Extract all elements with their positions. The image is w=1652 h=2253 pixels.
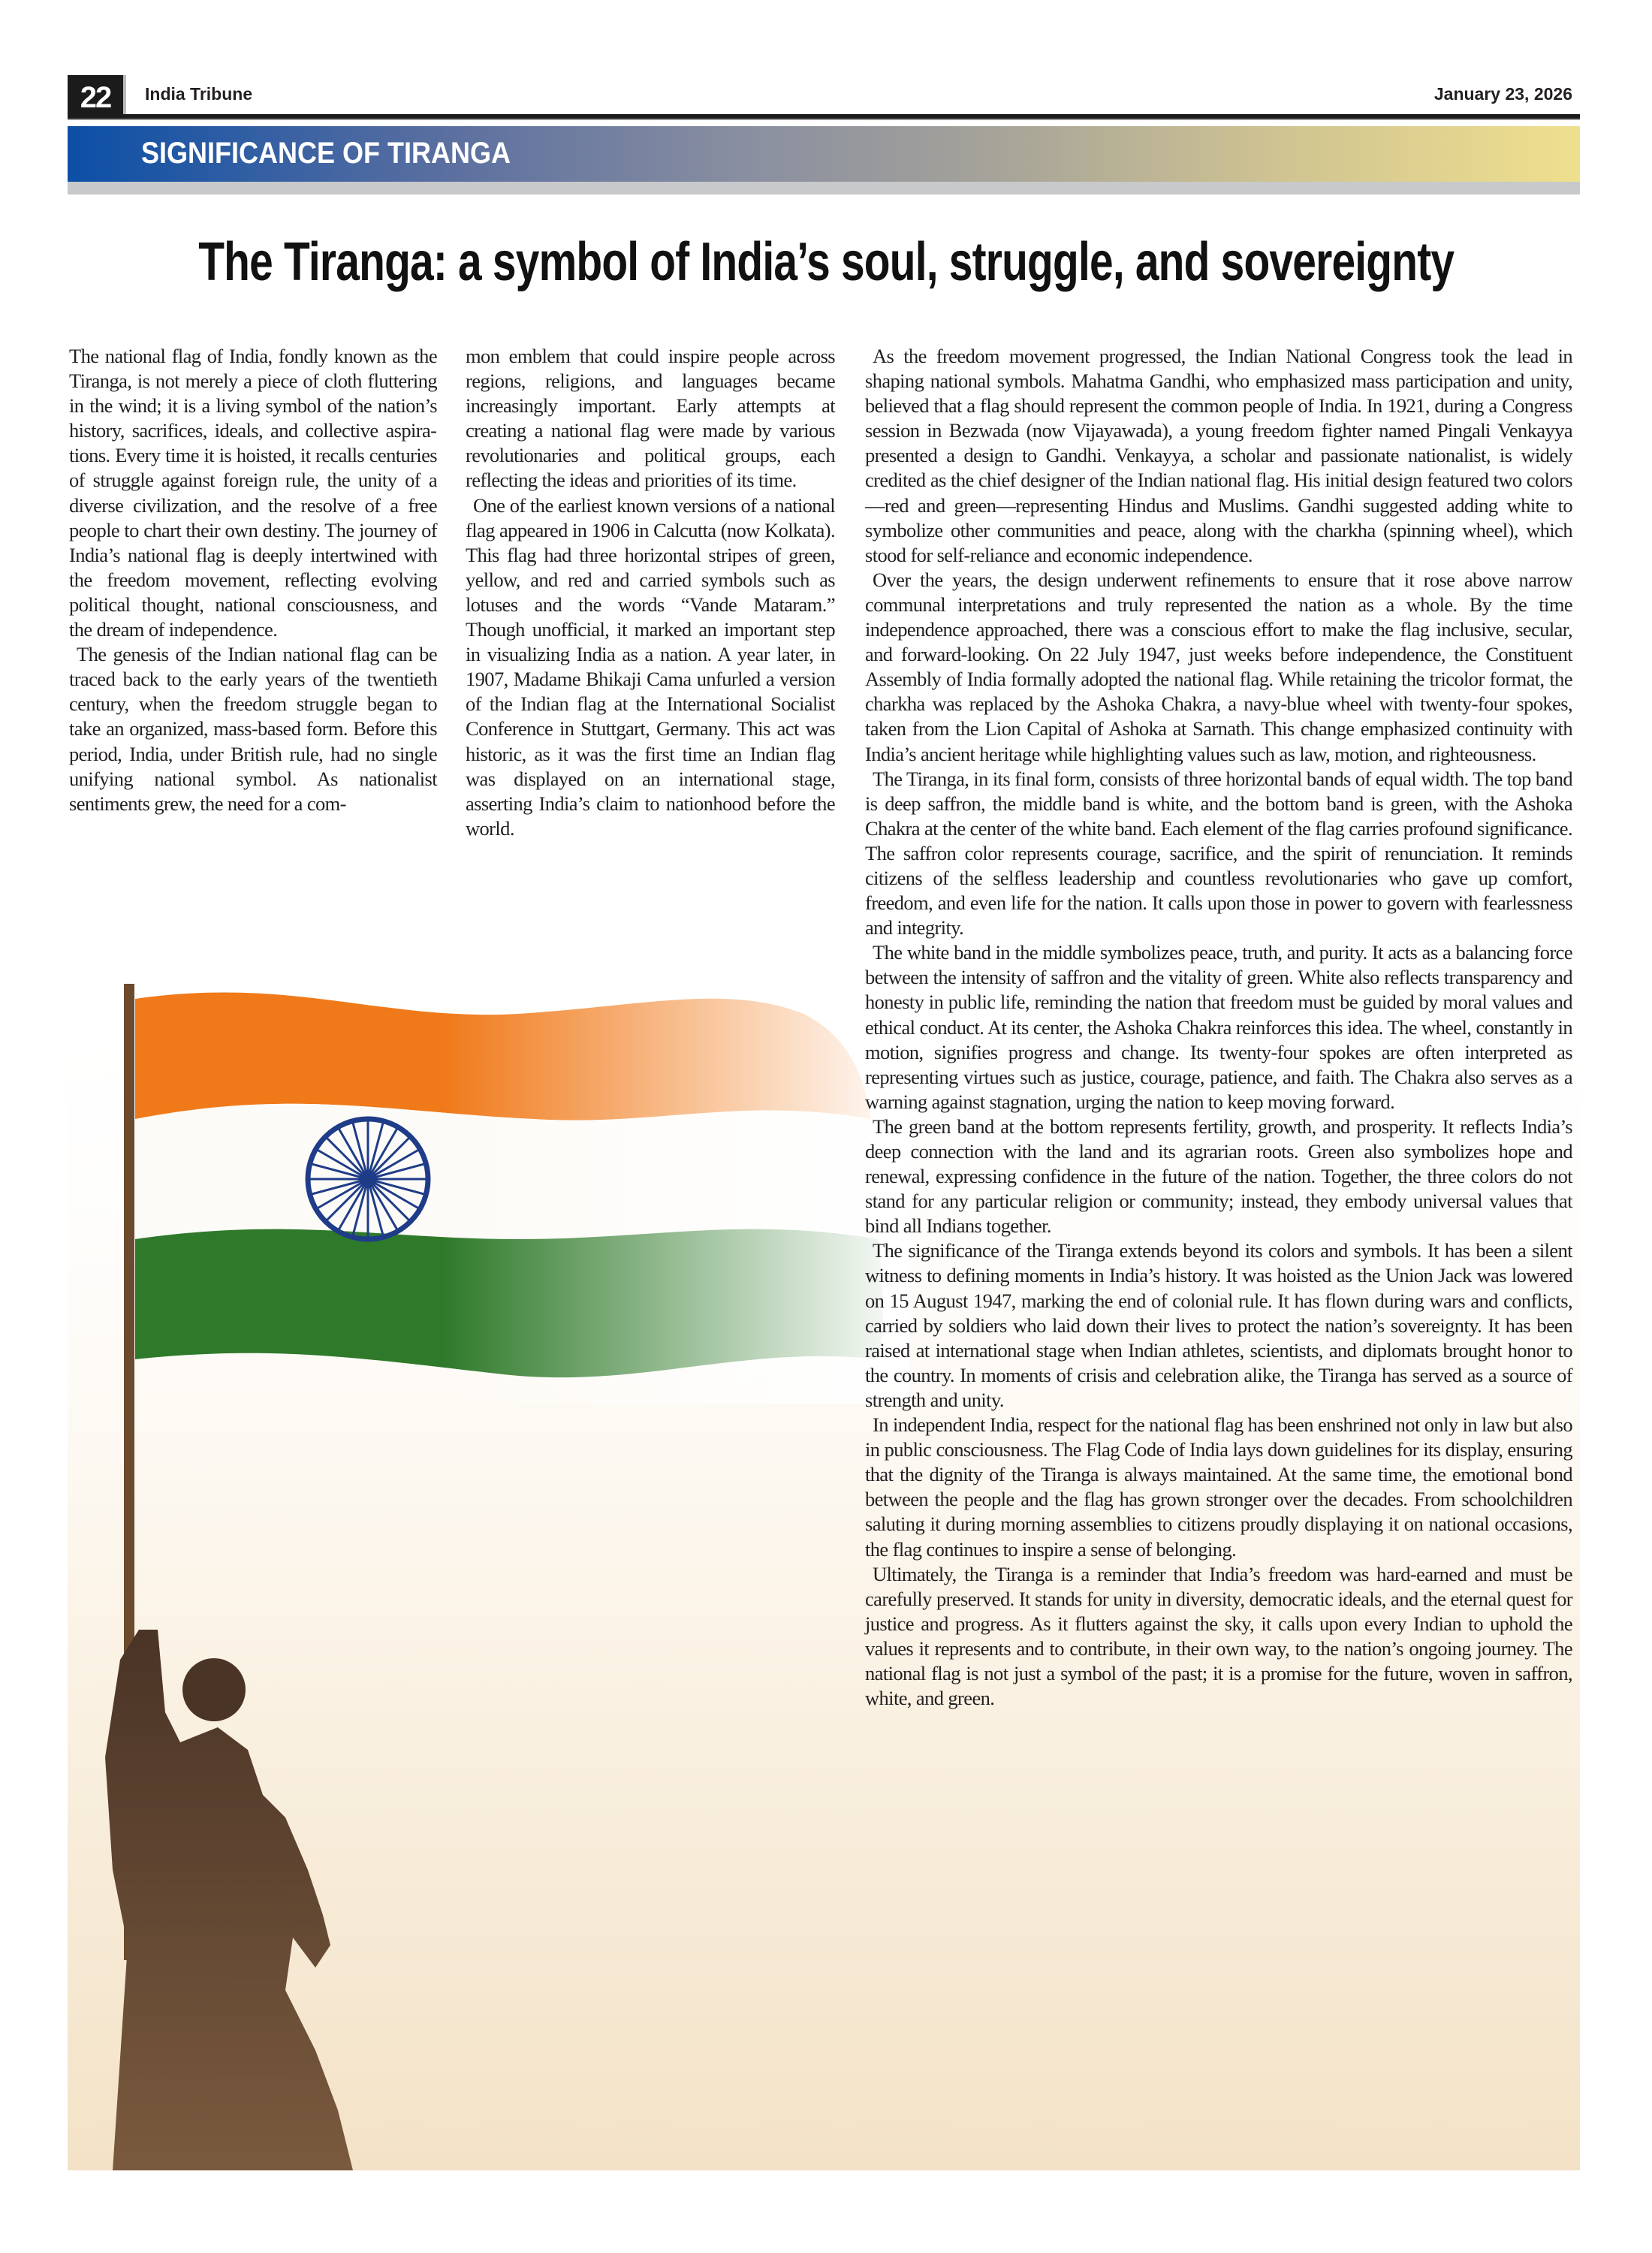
paragraph: The significance of the Tiranga extends beyond its colors and symbols. It has been a silent witness to defining moments in India’s history. It was hoisted as the Union Jack was lowered on 15 August 1947, marking the end of colonial rule. It has flown during wars and conflicts, carried by soldiers who laid down their lives to protect the nation’s sovereignty. It has been raised at international stage when Indian athletes, scientists, and diplomats brought honor to the country. In moments of crisis and celebration alike, the Tiranga has served as a source of strength and unity.: [865, 1239, 1572, 1411]
paragraph: Ultimately, the Tiranga is a reminder that India’s freedom was hard-earned and must be carefully preserved. It stands for unity in diversity, democratic ideals, and the eternal quest for justice and progress. As it flutters against the sky, it calls upon every Indian to uphold the values it represents and to contribute, in their own way, to the nation’s ongoing journey. The national flag is not just a symbol of the past; it is a promise for the future, woven in saffron, white, and green.: [865, 1562, 1572, 1710]
paragraph: The white band in the middle symbolizes peace, truth, and purity. It acts as a balancing force between the intensity of saffron and the vitality of green. White also reflects transparency and honesty in public life, reminding the nation that freedom must be guided by moral values and ethical conduct. At its center, the Ashoka Chakra reinforces this idea. The wheel, constantly in motion, signifies progress and change. Its twenty-four spokes are often interpreted as representing virtues such as justice, courage, patience, and faith. The Chakra also serves as a warning against stagnation, urging the nation to keep moving forward.: [865, 941, 1572, 1113]
paragraph: The Tiranga, in its final form, consists of three horizontal bands of equal width. The top band is deep saffron, the middle band is white, and the bottom band is green, with the Ashoka Chakra at the center of the white band. Each element of the flag carries profound significance. The saffron color represents courage, sacrifice, and the spirit of renunciation. It reminds citizens of the selfless leadership and countless revolutionaries who gave up comfort, freedom, and even life for the nation. It calls upon those in power to govern with fearlessness and integrity.: [865, 767, 1572, 940]
header-divider: [123, 75, 126, 119]
headline-wrap: [0, 231, 1652, 293]
publication-name: India Tribune: [145, 84, 253, 104]
page-number: 22: [68, 75, 123, 119]
paragraph: Over the years, the design underwent refinements to ensure that it rose above narrow communal interpretations and truly represented the nation as a whole. By the time independence approached, there was a conscious effort to make the flag inclusive, secular, and forward-looking. On 22 July 1947, just weeks before independence, the Constituent Assembly of India formally adopted the national flag. While retaining the tricolor format, the charkha was replaced by the Ashoka Chakra, a navy-blue wheel with twenty-four spokes, taken from the Lion Capital of Ashoka at Sarnath. This change emphasized continuity with India’s ancient heritage while highlighting values such as law, motion, and righteousness.: [865, 568, 1572, 765]
paragraph: As the freedom movement progressed, the Indian National Congress took the lead in shaping national symbols. Mahatma Gandhi, who emphasized mass participation and unity, believed that a flag should represent the common people of India. In 1921, during a Congress session in Bezwada (now Vijayawada), a young freedom fighter named Pingali Venkayya presented a design to Gandhi. Venkayya, a scholar and passionate nationalist, is widely credited as the chief designer of the Indian national flag. His initial design featured two colors—red and green—representing Hindus and Muslims. Gandhi suggested adding white to symbolize other communities and peace, along with the charkha (spinning wheel), which stood for self-reliance and economic independence.: [865, 345, 1572, 566]
header-rule-thin: [68, 119, 1580, 120]
article-column-2: [466, 344, 835, 841]
flag-fade: [443, 984, 909, 1404]
paragraph: In independent India, respect for the national flag has been enshrined not only in law but also in public consciousness. The Flag Code of India lays down guidelines for its display, ensuring that the dignity of the Tiranga is always maintained. At the same time, the emotional bond between the people and the flag has grown stronger over the decades. From schoolchildren saluting it during morning assemblies to citizens proudly displaying it on national occasions, the flag continues to inspire a sense of belonging.: [865, 1413, 1572, 1561]
paragraph: The national flag of India, fondly known as the Tiranga, is not merely a piece of cloth fluttering in the wind; it is a living symbol of the nation’s history, sacrifices, ideals, and collective aspirations. Every time it is hoisted, it recalls centuries of struggle against foreign rule, the unity of a diverse civilization, and the resolve of a free people to chart their own destiny. The journey of India’s national flag is deeply intertwined with the freedom movement, reflecting evolving political thought, national consciousness, and the dream of independence.: [69, 345, 437, 641]
paragraph: The genesis of the Indian national flag can be traced back to the early years of the twentieth century, when the freedom struggle began to take an organized, mass-based form. Before this period, India, under British rule, had no single unifying national symbol. As nationalist sentiments grew, the need for a com-: [69, 643, 437, 815]
paragraph: The green band at the bottom represents fertility, growth, and prosperity. It reflects India’s deep connection with the land and its agrarian roots. Green also symbolizes hope and renewal, expressing confidence in the future of the nation. Together, the three colors do not stand for any particular religion or community; instead, they embody universal values that bind all Indians together.: [865, 1114, 1572, 1238]
banner-strip: [68, 182, 1580, 195]
paragraph: One of the earliest known versions of a national flag appeared in 1906 in Calcutta (now Kolkata). This flag had three horizontal stripes of green, yellow, and red and carried symbols such as lotuses and the words “Vande Mataram.” Though unofficial, it marked an important step in visualizing India as a nation. A year later, in 1907, Madame Bhikaji Cama unfurled a version of the Indian flag at the International Socialist Conference in Stuttgart, Germany. This act was historic, as it was the first time an Indian flag was displayed on an international stage, asserting India’s claim to nationhood before the world.: [466, 493, 835, 840]
issue-date: January 23, 2026: [1433, 84, 1572, 104]
headline: The Tiranga: a symbol of India’s soul, struggle, and sovereignty: [198, 232, 1454, 292]
ashoka-chakra: [308, 1119, 428, 1239]
soldier-head: [182, 1658, 246, 1721]
section-banner: [68, 126, 1580, 182]
article-column-3: [865, 344, 1572, 1711]
section-label: SIGNIFICANCE OF TIRANGA: [141, 137, 511, 170]
article-column-1: [69, 344, 437, 816]
paragraph: mon emblem that could inspire people across regions, religions, and languages became increasingly important. Early attempts at creating a national flag were made by various revolutionaries and political groups, each reflecting the ideas and priorities of its time.: [466, 345, 835, 492]
